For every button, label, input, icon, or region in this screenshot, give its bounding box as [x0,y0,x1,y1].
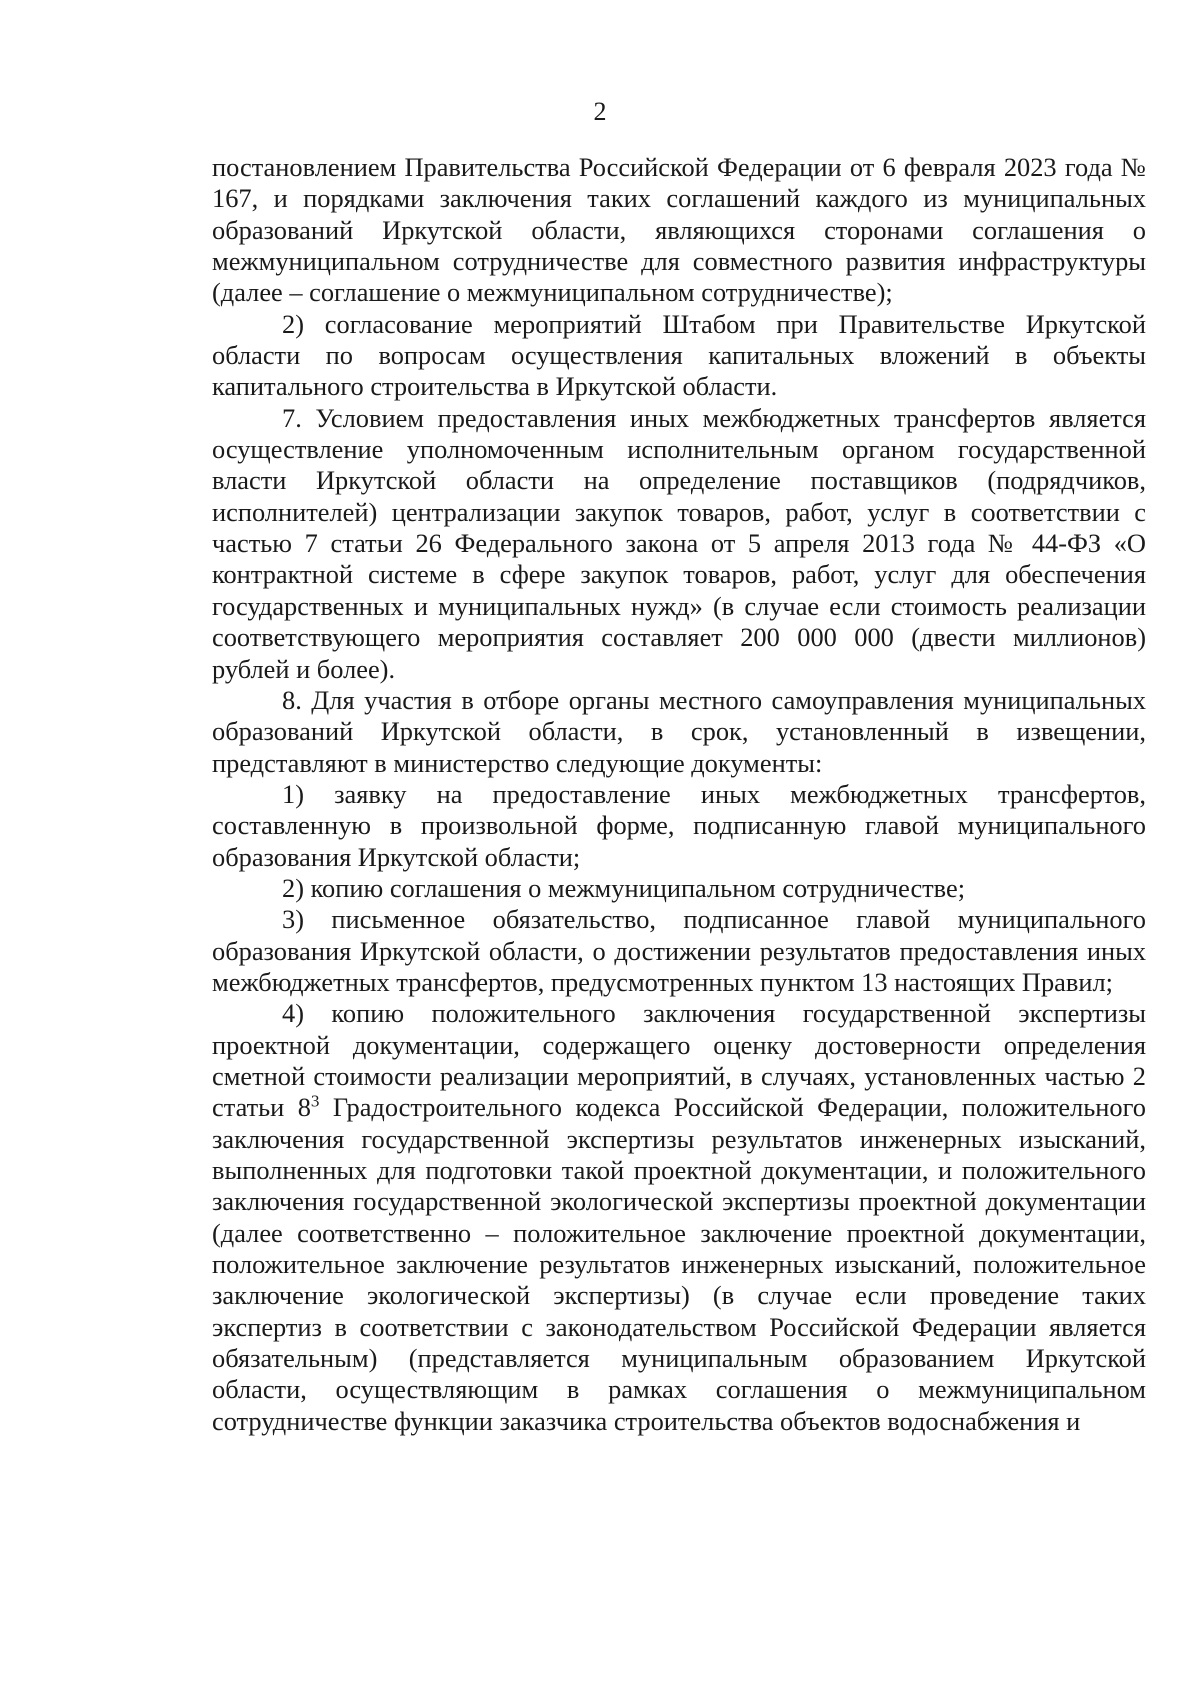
paragraph-item-4-expertise [212,998,1146,1437]
document-body [212,152,1146,1437]
paragraph-item-4-text-start: 4) копию положительного заключения государственной экспертизы проектной документации, содержащего оценку достоверности определения сметной стоимости реализации мероприятий, в случаях, установленных частью 2 статьи 8 [212,998,1146,1123]
article-superscript: 3 [310,1091,320,1111]
paragraph-item-2-agreement: 2) согласование мероприятий Штабом при Правительстве Иркутской области по вопросам осуществления капитальных вложений в объекты капитального строительства в Иркутской области. [212,308,1146,402]
paragraph-clause-7: 7. Условием предоставления иных межбюджетных трансфертов является осуществление уполномоченным исполнительным органом государственной власти Иркутской области на определение поставщиков (подрядчиков, исполнителей) централизации закупок товаров, работ, услуг в соответствии с частью 7 статьи 26 Федерального закона от 5 апреля 2013 года № 44-ФЗ «О контрактной системе в сфере закупок товаров, работ, услуг для обеспечения государственных и муниципальных нужд» (в случае если стоимость реализации соответствующего мероприятия составляет 200 000 000 (двести миллионов) рублей и более). [212,402,1146,684]
paragraph-item-1-application: 1) заявку на предоставление иных межбюджетных трансфертов, составленную в произвольной форме, подписанную главой муниципального образования Иркутской области; [212,778,1146,872]
paragraph-item-3-obligation: 3) письменное обязательство, подписанное главой муниципального образования Иркутской области, о достижении результатов предоставления иных межбюджетных трансфертов, предусмотренных пунктом 13 настоящих Правил; [212,904,1146,997]
paragraph-clause-8: 8. Для участия в отборе органы местного самоуправления муниципальных образований Иркутской области, в срок, установленный в извещении, представляют в министерство следующие документы: [212,684,1146,778]
paragraph-item-4-text-end: Градостроительного кодекса Российской Федерации, положительного заключения государственной экспертизы результатов инженерных изысканий, выполненных для подготовки такой проектной документации, и положительного заключения государственной экологической экспертизы проектной документации (далее соответственно – положительное заключение проектной документации, положительное заключение результатов инженерных изысканий, положительное заключение экологической экспертизы) (в случае если проведение таких экспертиз в соответствии с законодательством Российской Федерации является обязательным) (представляется муниципальным образованием Иркутской области, осуществляющим в рамках соглашения о межмуниципальном сотрудничестве функции заказчика строительства объектов водоснабжения и [212,1092,1146,1436]
paragraph-continuation: постановлением Правительства Российской Федерации от 6 февраля 2023 года № 167, и порядками заключения таких соглашений каждого из муниципальных образований Иркутской области, являющихся сторонами соглашения о межмуниципальном сотрудничестве для совместного развития инфраструктуры (далее – соглашение о межмуниципальном сотрудничестве); [212,152,1146,308]
paragraph-item-2-copy: 2) копию соглашения о межмуниципальном сотрудничестве; [282,872,966,903]
page-number: 2 [593,97,607,126]
